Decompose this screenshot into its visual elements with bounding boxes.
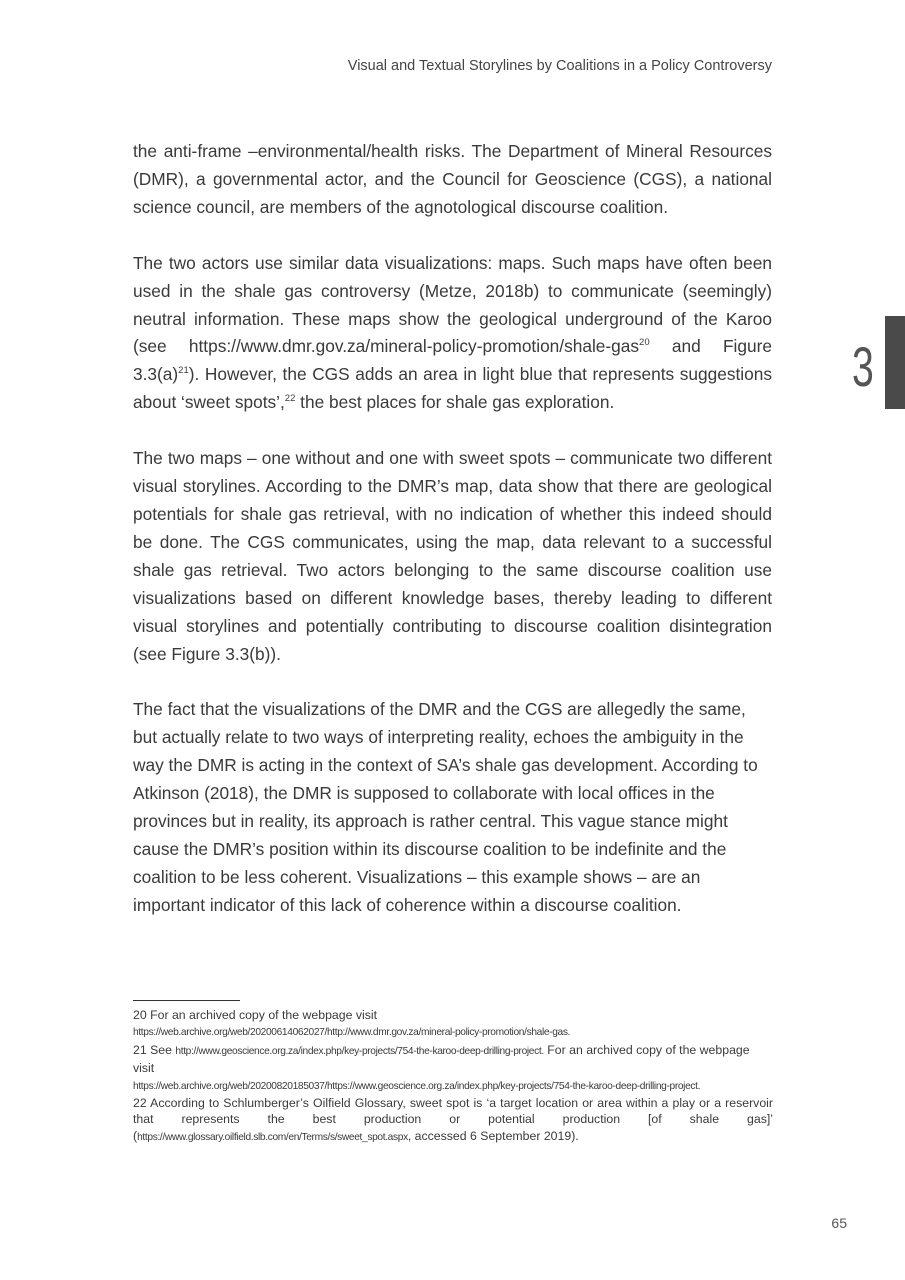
- footnote-21-link-2[interactable]: https://web.archive.org/web/20200820185037/https://www.geoscience.org.za/index.php/key-projects/754-the-karoo-deep-drilling-project.: [133, 1080, 701, 1092]
- footnote-21: [133, 1042, 773, 1095]
- footnote-22: [133, 1095, 773, 1146]
- footnote-21-text: For an archived copy of the webpage visit: [133, 1042, 750, 1076]
- footnote-ref-21[interactable]: 21: [178, 365, 189, 377]
- paragraph-2-text-c: ). However, the CGS adds an area in light blue that represents suggestions about ‘sweet spots’,: [133, 364, 772, 413]
- footnote-22-tail: , accessed 6 September 2019).: [407, 1128, 579, 1143]
- footnote-21-lead: 21 See: [133, 1042, 176, 1057]
- footnote-ref-20[interactable]: 20: [639, 337, 650, 349]
- footnotes: [133, 1007, 773, 1146]
- footnote-22-link[interactable]: https://www.glossary.oilfield.slb.com/en/Terms/s/sweet_spot.aspx: [137, 1131, 408, 1143]
- footnote-20: [133, 1007, 773, 1042]
- body-text: [133, 138, 772, 948]
- paragraph-4: The fact that the visualizations of the DMR and the CGS are allegedly the same, but actually relate to two ways of interpreting reality, echoes the ambiguity in the way the DMR is acting in the context of SA’s shale gas development. According to Atkinson (2018), the DMR is supposed to collaborate with local offices in the provinces but in reality, its approach is rather central. This vague stance might cause the DMR’s position within its discourse coalition to be indefinite and the coalition to be less coherent. Visualizations – this example shows – are an important indicator of this lack of coherence within a discourse coalition.: [133, 699, 758, 915]
- paragraph-2: [133, 250, 772, 417]
- footnote-22-text: 22 According to Schlumberger’s Oilfield Glossary, sweet spot is ‘a target location or area within a play or a reservoir that represents the best production or potential production [of shale gas]’ (: [133, 1096, 773, 1143]
- footnote-ref-22[interactable]: 22: [284, 393, 296, 405]
- paragraph-2-text-d: the best places for shale gas exploration.: [295, 392, 615, 413]
- paragraph-2-text-b: and Figure 3.3(a): [133, 336, 772, 385]
- paragraph-2-text-a: The two actors use similar data visualizations: maps. Such maps have often been used in the shale gas controversy (Metze, 2018b) to communicate (seemingly) neutral information. These maps show the geological underground of the Karoo (see https://www.dmr.gov.za/mineral-policy-promotion/shale-gas: [133, 252, 772, 357]
- paragraph-3: The two maps – one without and one with sweet spots – communicate two different visual storylines. According to the DMR’s map, data show that there are geological potentials for shale gas retrieval, with no indication of whether this indeed should be done. The CGS communicates, using the map, data relevant to a successful shale gas retrieval. Two actors belonging to the same discourse coalition use visualizations based on different knowledge bases, thereby leading to different visual storylines and potentially contributing to discourse coalition disintegration (see Figure 3.3(b)).: [133, 448, 772, 664]
- footnote-divider: [133, 1000, 240, 1001]
- running-header: Visual and Textual Storylines by Coalitions in a Policy Controversy: [347, 58, 772, 74]
- paragraph-1: the anti-frame –environmental/health risks. The Department of Mineral Resources (DMR), a governmental actor, and the Council for Geoscience (CGS), a national science council, are members of the agnotological discourse coalition.: [133, 141, 772, 217]
- chapter-number: 3: [852, 335, 874, 398]
- chapter-tab: [885, 316, 905, 409]
- page-number: 65: [831, 1215, 847, 1231]
- footnote-21-link-1[interactable]: http://www.geoscience.org.za/index.php/key-projects/754-the-karoo-deep-drilling-project.: [175, 1045, 544, 1057]
- footnote-20-link[interactable]: https://web.archive.org/web/20200614062027/http://www.dmr.gov.za/mineral-policy-promotion/shale-gas.: [133, 1027, 571, 1039]
- footnote-20-text: 20 For an archived copy of the webpage visit: [133, 1008, 378, 1022]
